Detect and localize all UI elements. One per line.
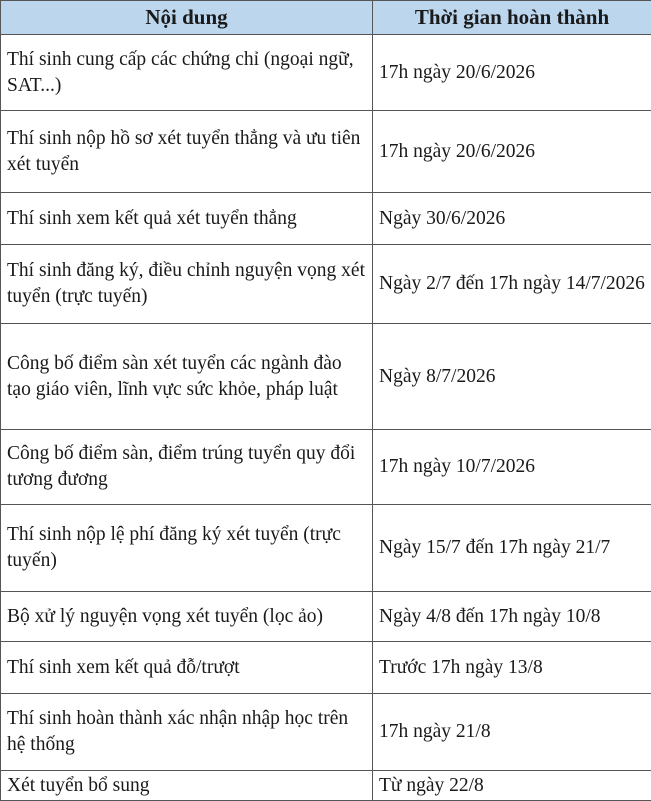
cell-time: Ngày 8/7/2026 (373, 324, 651, 430)
cell-time: Trước 17h ngày 13/8 (373, 642, 651, 694)
cell-content: Thí sinh cung cấp các chứng chỉ (ngoại ngữ, SAT...) (1, 35, 373, 111)
column-header-time: Thời gian hoàn thành (373, 1, 651, 35)
cell-content: Thí sinh nộp lệ phí đăng ký xét tuyển (trực tuyến) (1, 505, 373, 592)
cell-time: 17h ngày 21/8 (373, 694, 651, 771)
cell-content: Công bố điểm sàn, điểm trúng tuyển quy đổi tương đương (1, 430, 373, 505)
cell-time: Ngày 30/6/2026 (373, 193, 651, 245)
cell-time: 17h ngày 20/6/2026 (373, 35, 651, 111)
cell-time: 17h ngày 20/6/2026 (373, 111, 651, 193)
table-row (1, 642, 651, 694)
cell-time: Ngày 15/7 đến 17h ngày 21/7 (373, 505, 651, 592)
table-row (1, 592, 651, 642)
cell-time: Ngày 2/7 đến 17h ngày 14/7/2026 (373, 245, 651, 324)
table-row (1, 694, 651, 771)
cell-time: Từ ngày 22/8 (373, 771, 651, 801)
table-row (1, 35, 651, 111)
cell-content: Thí sinh xem kết quả xét tuyển thẳng (1, 193, 373, 245)
table-row (1, 771, 651, 801)
table-row (1, 324, 651, 430)
cell-time: Ngày 4/8 đến 17h ngày 10/8 (373, 592, 651, 642)
cell-content: Thí sinh nộp hồ sơ xét tuyển thẳng và ưu tiên xét tuyển (1, 111, 373, 193)
cell-content: Thí sinh đăng ký, điều chỉnh nguyện vọng xét tuyển (trực tuyến) (1, 245, 373, 324)
cell-content: Bộ xử lý nguyện vọng xét tuyển (lọc ảo) (1, 592, 373, 642)
cell-content: Công bố điểm sàn xét tuyển các ngành đào tạo giáo viên, lĩnh vực sức khỏe, pháp luật (1, 324, 373, 430)
cell-content: Xét tuyển bổ sung (1, 771, 373, 801)
cell-content: Thí sinh xem kết quả đỗ/trượt (1, 642, 373, 694)
table-row (1, 430, 651, 505)
table-row (1, 111, 651, 193)
column-header-content: Nội dung (1, 1, 373, 35)
cell-time: 17h ngày 10/7/2026 (373, 430, 651, 505)
table-row (1, 193, 651, 245)
cell-content: Thí sinh hoàn thành xác nhận nhập học trên hệ thống (1, 694, 373, 771)
table-row (1, 505, 651, 592)
table-row (1, 245, 651, 324)
table-header-row (1, 1, 651, 35)
